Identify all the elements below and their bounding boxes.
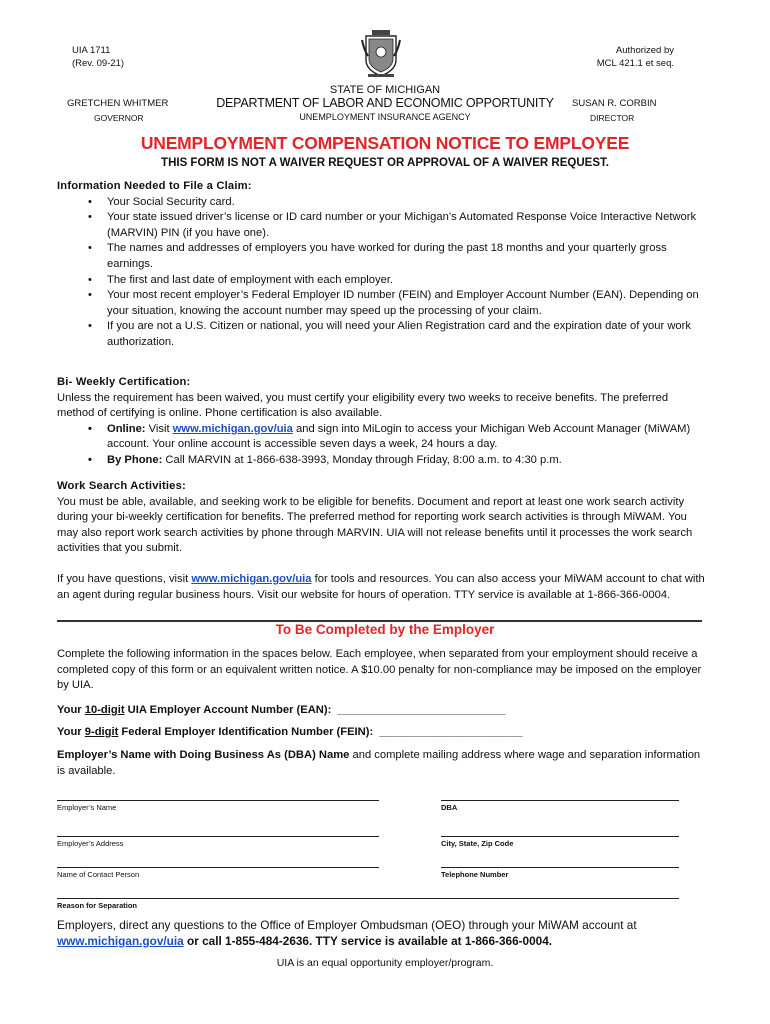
fein-digits: 9-digit <box>84 726 119 738</box>
questions-paragraph <box>57 572 707 603</box>
page-subtitle: THIS FORM IS NOT A WAIVER REQUEST OR APPROVAL OF A WAIVER REQUEST. <box>161 157 609 169</box>
reason-for-separation-label: Reason for Separation <box>57 901 138 910</box>
biweekly-section <box>57 375 707 469</box>
contact-person-label: Name of Contact Person <box>57 870 140 879</box>
biweekly-text: Unless the requirement has been waived, you must certify your eligibility every two weeks to receive benefits. The preferred method of certifying is online. Phone certification is also available. <box>57 391 669 420</box>
info-heading: Information Needed to File a Claim: <box>57 180 252 192</box>
info-section <box>57 179 707 351</box>
michigan-uia-link[interactable]: www.michigan.gov/uia <box>172 422 293 435</box>
director-title: DIRECTOR <box>590 113 635 123</box>
ean-pre: Your <box>57 704 85 716</box>
department-name: DEPARTMENT OF LABOR AND ECONOMIC OPPORTUNITY <box>216 96 554 110</box>
dba-label: DBA <box>441 803 458 812</box>
contact-person-field[interactable] <box>57 867 379 868</box>
closing-pre: Employers, direct any questions to the Office of Employer Ombudsman (OEO) through your MiWAM account at <box>57 918 637 932</box>
work-search-heading: Work Search Activities: <box>57 480 186 492</box>
employer-name-rest: and complete mailing address where wage and separation information is available. <box>57 749 701 777</box>
ean-digits: 10-digit <box>84 704 125 716</box>
online-label: Online: <box>107 422 146 435</box>
page-title: UNEMPLOYMENT COMPENSATION NOTICE TO EMPLOYEE <box>140 133 630 153</box>
employer-name-instruction <box>57 748 707 779</box>
authority-block <box>597 44 674 70</box>
list-item: • The first and last date of employment with each employer. <box>57 273 707 289</box>
employer-name-label: Employer’s Name <box>57 803 117 812</box>
online-method <box>57 422 707 453</box>
city-state-zip-field[interactable] <box>441 836 679 837</box>
closing-post: or call 1-855-484-2636. TTY service is available at 1-866-366-0004. <box>183 934 553 948</box>
list-item: • Your state issued driver’s license or ID card number or your Michigan’s Automated Response Voice Interactive Network (MARVIN) PIN (if you have one). <box>57 210 707 241</box>
biweekly-heading: Bi- Weekly Certification: <box>57 376 191 388</box>
phone-label: By Phone: <box>107 453 163 466</box>
governor-title: GOVERNOR <box>94 113 144 123</box>
list-item: • If you are not a U.S. Citizen or national, you will need your Alien Registration card and the expiration date of your work authorization. <box>57 319 707 350</box>
governor-name: GRETCHEN WHITMER <box>67 98 169 109</box>
list-item: • Your Social Security card. <box>57 195 707 211</box>
michigan-uia-link[interactable]: www.michigan.gov/uia <box>57 934 184 948</box>
director-name: SUSAN R. CORBIN <box>572 98 657 109</box>
footer-note: UIA is an equal opportunity employer/program. <box>276 957 494 969</box>
ean-field[interactable]: ___________________________ <box>337 704 506 716</box>
form-id-block <box>72 44 124 70</box>
employer-section-heading: To Be Completed by the Employer <box>275 622 495 637</box>
ean-label: UIA Employer Account Number (EAN): <box>124 704 332 716</box>
work-search-text: You must be able, available, and seeking work to be eligible for benefits. Document and report at least one work search activity during your bi-weekly certification for benefits. The preferred method for reporting work search activities is through MiWAM. You may also report work search activities by phone through MARVIN. UIA will not release benefits until it processes the work search activities that you submit. <box>57 495 693 555</box>
authorized-by: Authorized by <box>615 45 674 56</box>
online-post: and sign into MiLogin to access your Michigan Web Account Manager (MiWAM) account. Your online account is accessible seven days a week, 24 hours a day. <box>107 422 691 451</box>
certification-methods <box>57 422 707 469</box>
city-state-zip-label: City, State, Zip Code <box>441 839 514 848</box>
dba-field[interactable] <box>441 800 679 801</box>
employer-address-field[interactable] <box>57 836 379 837</box>
employer-name-field[interactable] <box>57 800 379 801</box>
fein-row <box>57 725 707 741</box>
agency-name: UNEMPLOYMENT INSURANCE AGENCY <box>299 112 471 122</box>
phone-text: Call MARVIN at 1-866-638-3993, Monday through Friday, 8:00 a.m. to 4:30 p.m. <box>162 453 562 466</box>
questions-post: for tools and resources. You can also access your MiWAM account to chat with an agent during regular business hours. Visit our website for hours of operation. TTY service is available at 1-866-366-0004. <box>57 573 705 601</box>
employer-intro: Complete the following information in the spaces below. Each employee, when separated from your employment should receive a completed copy of this form or an equivalent written notice. A $10.00 penalty for non-compliance may be imposed on the employer by UIA. <box>57 648 702 692</box>
list-item: • The names and addresses of employers you have worked for during the past 18 months and your quarterly gross earnings. <box>57 241 707 272</box>
form-id: UIA 1711 <box>72 45 111 56</box>
employer-name-bold: Employer’s Name with Doing Business As (DBA) Name <box>57 749 350 761</box>
michigan-uia-link[interactable]: www.michigan.gov/uia <box>191 573 312 585</box>
fein-label: Federal Employer Identification Number (FEIN): <box>118 726 374 738</box>
telephone-label: Telephone Number <box>441 870 509 879</box>
employer-address-label: Employer’s Address <box>57 839 124 848</box>
closing-paragraph <box>57 917 707 949</box>
fein-field[interactable]: _______________________ <box>379 726 523 738</box>
info-list <box>57 195 707 351</box>
mcl-reference: MCL 421.1 et seq. <box>596 58 674 69</box>
fein-pre: Your <box>57 726 85 738</box>
telephone-field[interactable] <box>441 867 679 868</box>
questions-pre: If you have questions, visit <box>57 573 192 585</box>
michigan-state-seal-icon <box>360 30 402 78</box>
ean-row <box>57 703 707 719</box>
state-name: STATE OF MICHIGAN <box>329 84 441 96</box>
work-search-section <box>57 479 707 557</box>
form-revision: (Rev. 09-21) <box>72 58 125 69</box>
online-pre: Visit <box>145 422 173 435</box>
phone-method <box>57 453 707 469</box>
reason-for-separation-field[interactable] <box>57 898 679 899</box>
list-item: • Your most recent employer’s Federal Employer ID number (FEIN) and Employer Account Number (EAN). Depending on your situation, knowing the account number may speed up the processing of your claim. <box>57 288 707 319</box>
